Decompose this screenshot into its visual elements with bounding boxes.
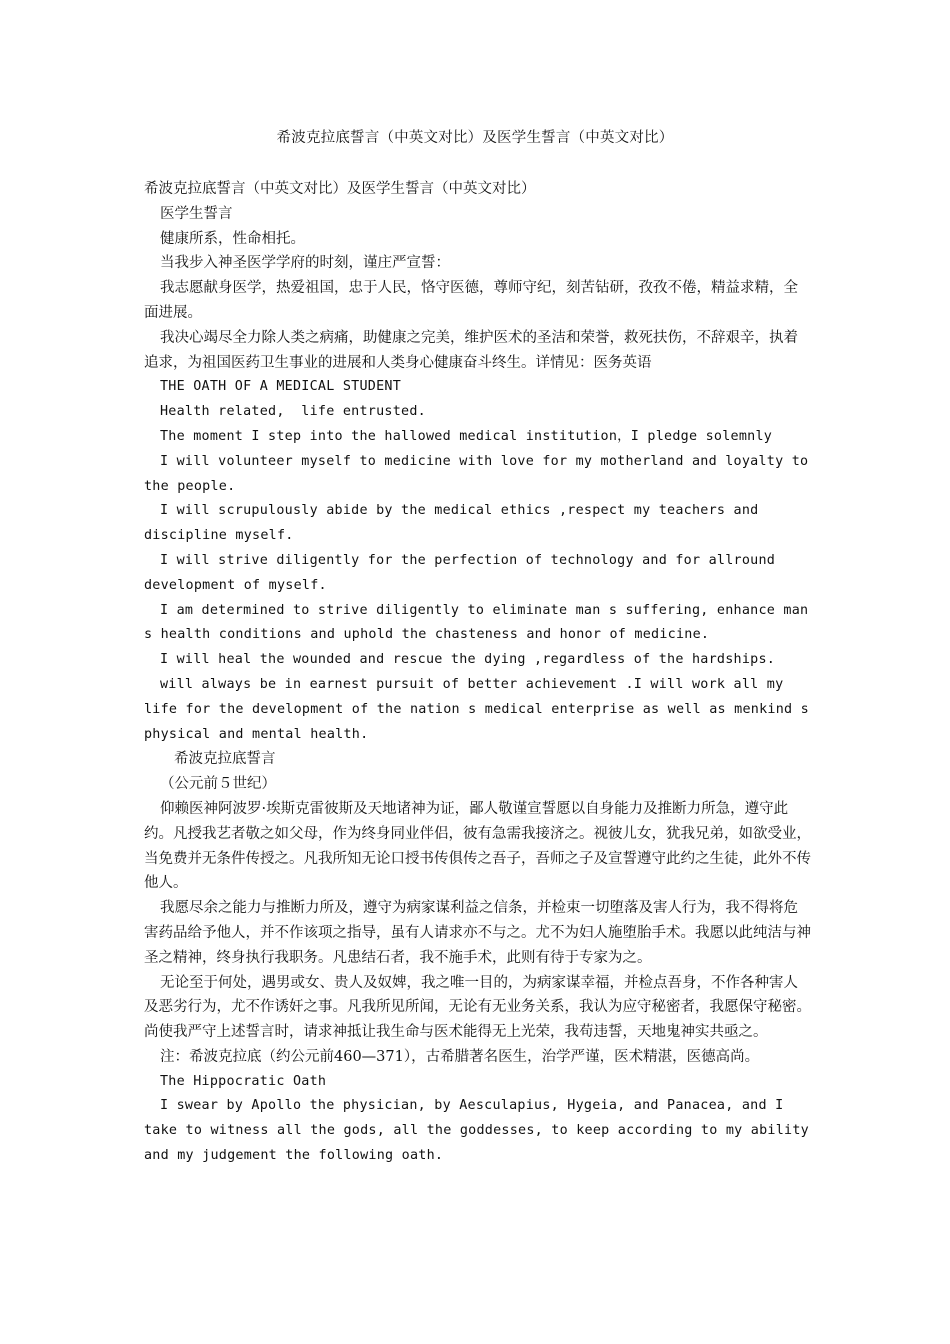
english-paragraph: I will scrupulously abide by the medical ethics ,respect my teachers and discipline myself. <box>144 503 767 544</box>
paragraph: 当我步入神圣医学学府的时刻，谨庄严宣誓： <box>160 255 450 272</box>
english-paragraph: I swear by Apollo the physician, by Aesculapius, Hygeia, and Panacea, and I take to witness all the gods, all the goddesses, to keep according to my ability and my judgement the following oath. <box>144 1098 818 1164</box>
document-title: 希波克拉底誓言（中英文对比）及医学生誓言（中英文对比） <box>276 130 674 146</box>
english-section-title: The Hippocratic Oath <box>160 1073 327 1089</box>
paragraph-heading: 希波克拉底誓言（中英文对比）及医学生誓言（中英文对比） <box>144 181 536 197</box>
paragraph: 无论至于何处，遇男或女、贵人及奴婢，我之唯一目的，为病家谋幸福，并检点吾身，不作各种害人及恶劣行为，尤不作诱奸之事。凡我所见所闻，无论有无业务关系，我认为应守秘密者，我愿保守秘密。尚使我严守上述誓言时，请求神抵让我生命与医术能得无上光荣，我苟违誓，天地鬼神实共亟之。 <box>144 974 811 1041</box>
english-paragraph: I will strive diligently for the perfection of technology and for allround development of myself. <box>144 552 784 593</box>
english-section-title: THE OATH OF A MEDICAL STUDENT <box>160 379 402 395</box>
paragraph: 我决心竭尽全力除人类之病痛，助健康之完美，维护医术的圣洁和荣誉，救死扶伤，不辞艰辛，执着追求，为祖国医药卫生事业的进展和人类身心健康奋斗终生。详情见：医务英语 <box>144 329 798 371</box>
paragraph: 我志愿献身医学，热爱祖国，忠于人民，恪守医德，尊师守纪，刻苦钻研，孜孜不倦，精益求精，全面进展。 <box>144 280 798 321</box>
paragraph-date: （公元前５世纪） <box>160 776 276 793</box>
document-body <box>144 177 818 1169</box>
section-title-hippocratic-oath: 希波克拉底誓言 <box>174 751 276 768</box>
paragraph: 仰赖医神阿波罗·埃斯克雷彼斯及天地诸神为证，鄙人敬谨宣誓愿以自身能力及推断力所急，遵守此约。凡授我艺者敬之如父母，作为终身同业伴侣，彼有急需我接济之。视彼儿女，犹我兄弟，如欲受业，当免费并无条件传授之。凡我所知无论口授书传俱传之吾子，吾师之子及宣誓遵守此约之生徒，此外不传他人。 <box>144 800 811 892</box>
english-paragraph: The moment I step into the hallowed medical institution，I pledge solemnly <box>160 428 773 444</box>
english-paragraph: I am determined to strive diligently to eliminate man s suffering, enhance man s health conditions and uphold the chasteness and honor of medicine. <box>144 602 817 643</box>
english-paragraph: Health related, life entrusted. <box>160 404 426 420</box>
paragraph-note: 注：希波克拉底（约公元前460—371），古希腊著名医生，治学严谨，医术精湛，医德高尚。 <box>160 1048 760 1065</box>
english-paragraph: I will volunteer myself to medicine with love for my motherland and loyalty to the people. <box>144 453 817 494</box>
section-title-student-oath: 医学生誓言 <box>160 205 233 222</box>
paragraph: 我愿尽余之能力与推断力所及，遵守为病家谋利益之信条，并检束一切堕落及害人行为，我不得将危害药品给予他人，并不作该项之指导，虽有人请求亦不与之。尤不为妇人施堕胎手术。我愿以此纯洁与神圣之精神，终身执行我职务。凡患结石者，我不施手术，此则有待于专家为之。 <box>144 900 811 966</box>
english-paragraph: will always be in earnest pursuit of better achievement .I will work all my life for the development of the nation s medical enterprise as well as menkind s physical and mental health. <box>144 676 818 742</box>
paragraph: 健康所系，性命相托。 <box>160 230 305 247</box>
english-paragraph: I will heal the wounded and rescue the dying ,regardless of the hardships. <box>160 652 776 668</box>
